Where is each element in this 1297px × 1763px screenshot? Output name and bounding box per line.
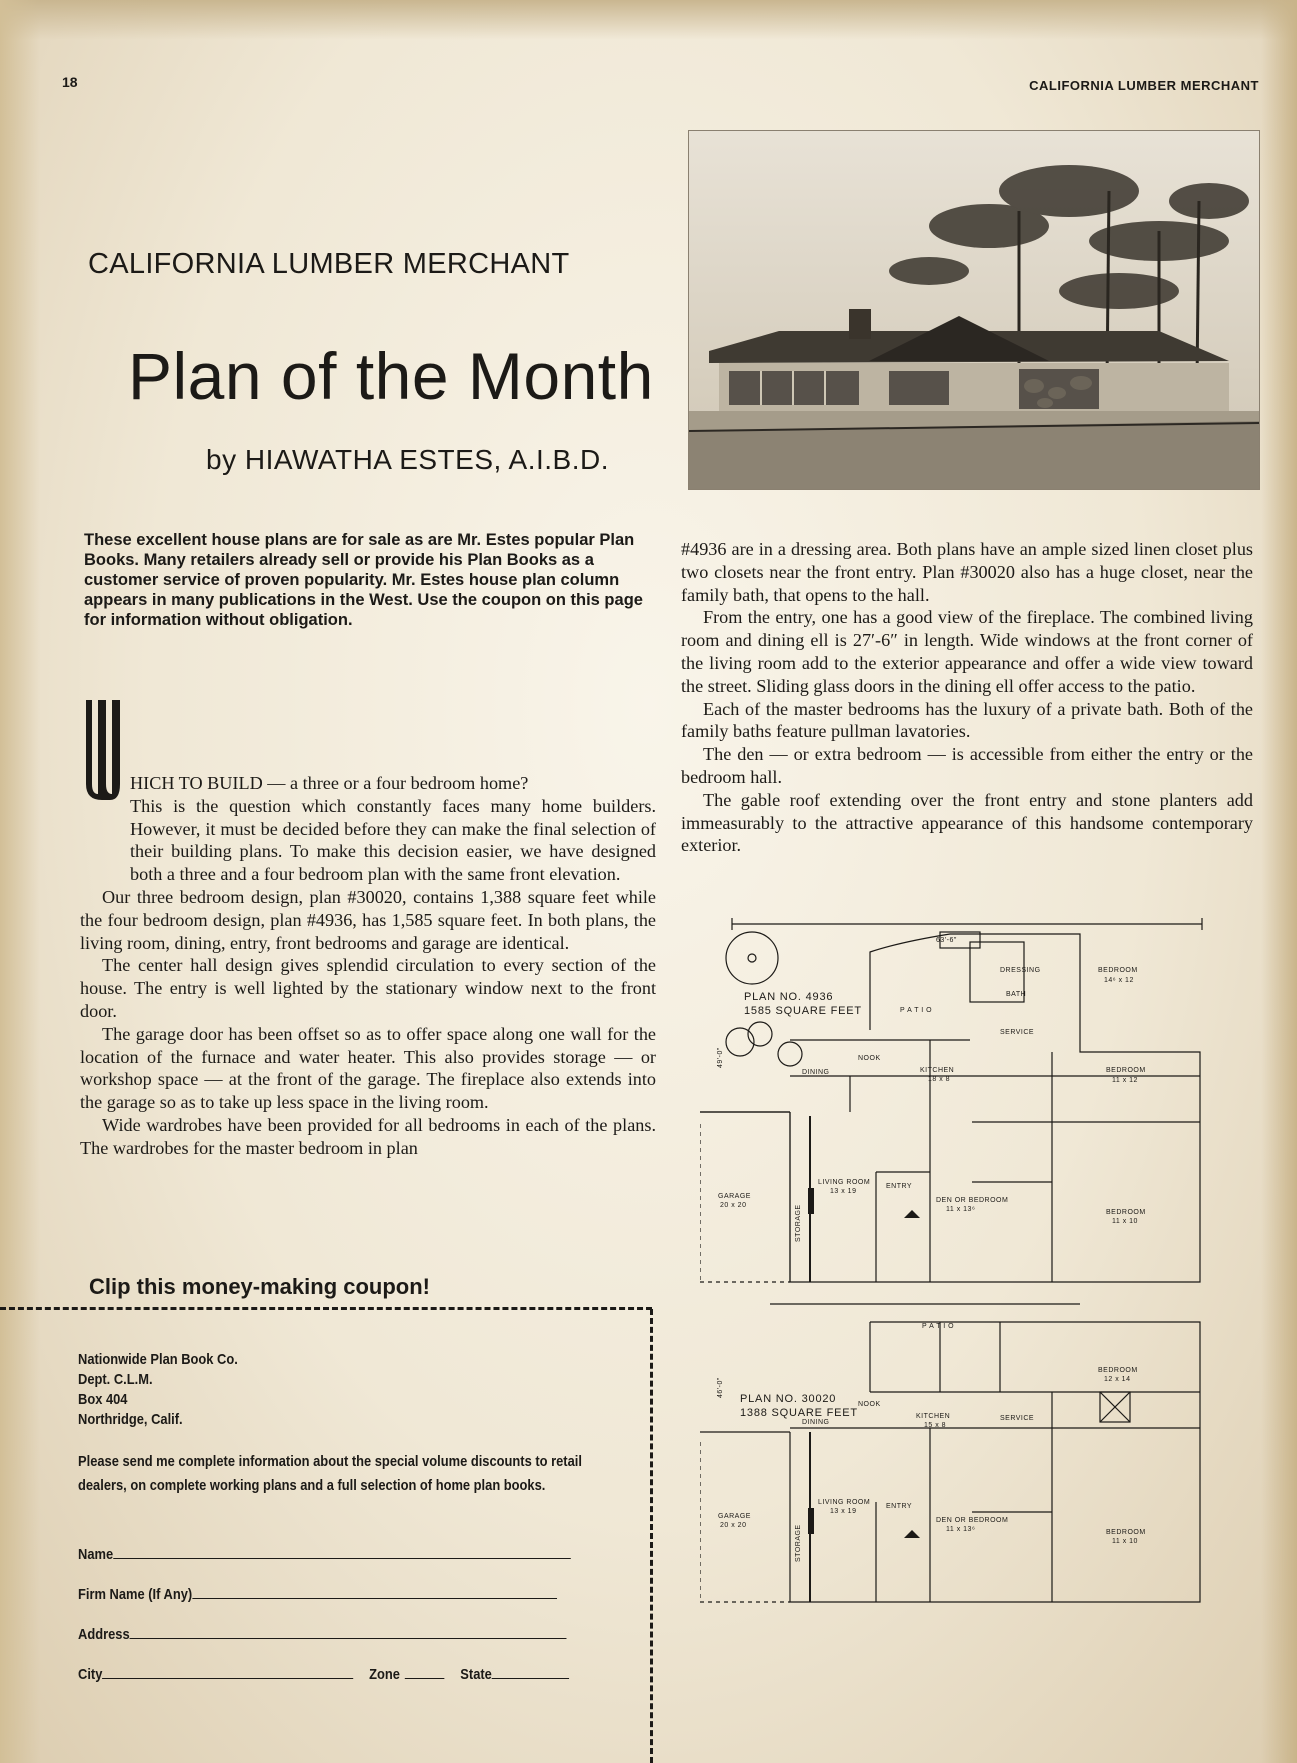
lead-line [80,772,656,795]
firm-name-line[interactable] [192,1597,557,1599]
room-bedroom: BEDROOM [1098,967,1138,974]
room-garage: GARAGE [718,1513,751,1520]
firm-name-label: Firm Name (If Any) [78,1586,193,1603]
room-size: 11 x 12 [1112,1077,1138,1084]
room-size: 13 x 19 [830,1508,857,1515]
article-paragraph: This is the question which constantly faces many home builders. However, it must be decided before they can make the final selection of their building plans. To make this decision easier, we have designed both a three and a four bedroom plan with the same front elevation. [130,795,656,885]
running-head: CALIFORNIA LUMBER MERCHANT [1029,78,1259,93]
room-size: 15 x 8 [924,1422,947,1429]
page-edge-shadow [1261,0,1297,1763]
room-den: DEN OR BEDROOM [936,1197,1009,1204]
room-dressing: DRESSING [1000,967,1041,974]
room-bedroom: BEDROOM [1106,1529,1146,1536]
room-patio: P A T I O [922,1323,955,1330]
room-storage: STORAGE [795,1204,802,1242]
article-paragraph: The gable roof extending over the front entry and stone planters add immeasurably to the attractive appearance of this handsome contemporary exterior. [681,789,1253,856]
zone-line[interactable] [405,1677,445,1679]
room-size: 20 x 20 [720,1202,747,1209]
floor-plan-drawing [700,912,1260,1672]
article-paragraph: #4936 are in a dressing area. Both plans have an ample sized linen closet plus two closets near the front entry. Plan #30020 also has a huge closet, near the family bath, that opens to the hall. [681,539,1253,605]
coupon-message: Please send me complete information about the special volume discounts to retail dealers, on complete working plans and a full selection of home plan books. [78,1453,582,1494]
article-paragraph: The den — or extra bedroom — is accessible from either the entry or the bedroom hall. [681,744,1253,787]
address-field[interactable] [78,1626,567,1643]
room-storage: STORAGE [795,1524,802,1562]
room-nook: NOOK [858,1055,881,1062]
page-edge-shadow [0,0,40,1763]
room-den: DEN OR BEDROOM [936,1517,1009,1524]
page-edge-shadow [0,0,1297,40]
byline: by HIAWATHA ESTES, A.I.B.D. [206,444,609,475]
address-line: Dept. C.L.M. [78,1371,153,1388]
address-line-input[interactable] [130,1637,567,1639]
room-garage: GARAGE [718,1193,751,1200]
dimension-width: 63'-6" [936,937,957,944]
state-line[interactable] [492,1677,569,1679]
room-dining: DINING [802,1419,830,1426]
zone-label: Zone [369,1666,400,1683]
plan-4936-sqft: 1585 SQUARE FEET [744,1005,862,1017]
dimension-depth: 49'-0" [717,1047,724,1068]
plan-4936-number: PLAN NO. 4936 [744,991,834,1003]
room-dining: DINING [802,1069,830,1076]
room-size: 12 x 14 [1104,1376,1131,1383]
page-number: 18 [62,74,78,90]
article-paragraph: The garage door has been offset so as to offer space along one wall for the location of the furnace and water heater. This also provides storage — or workshop space — at the front of the garage. The fireplace also extends into the garage so as to take up less space in the living room. [80,1023,656,1113]
city-zone-state-field[interactable] [78,1666,569,1683]
room-size: 20 x 20 [720,1522,747,1529]
coupon-cut-line [650,1309,653,1763]
state-label: State [460,1666,492,1683]
lead-text: HICH TO BUILD — a three or a four bedroom home? [130,773,529,793]
room-service: SERVICE [1000,1029,1035,1036]
address-label: Address [78,1626,130,1643]
name-label: Name [78,1546,114,1563]
room-size: 11 x 10 [1112,1538,1138,1545]
room-living: LIVING ROOM [818,1499,871,1506]
city-line[interactable] [102,1677,353,1679]
room-size: 11 x 13⁶ [946,1206,976,1213]
dropcap-text [84,700,85,701]
coupon-form [78,1350,582,1683]
article-paragraph: From the entry, one has a good view of the fireplace. The combined living room and dining ell is 27′-6″ in length. Wide windows at the front corner of the living room add to the exterior appearance and offer a wide view toward the street. Sliding glass doors in the dining ell offer access to the patio. [681,607,1253,696]
room-bedroom: BEDROOM [1098,1367,1138,1374]
room-size: 13 x 19 [830,1188,857,1195]
coupon-cut-line [0,1307,652,1310]
headline: Plan of the Month [128,339,654,413]
room-entry: ENTRY [886,1183,913,1190]
article-paragraph: Our three bedroom design, plan #30020, contains 1,388 square feet while the four bedroom design, plan #4936, has 1,585 square feet. In both plans, the living room, dining, entry, front bedrooms and garage are identical. [80,886,656,953]
article-paragraph: The center hall design gives splendid circulation to every section of the house. The entry is well lighted by the stationary window next to the front door. [80,955,656,1021]
article-paragraph: Wide wardrobes have been provided for all bedrooms in each of the plans. The wardrobes for the master bedroom in plan [80,1114,656,1158]
house-rendering-image [688,130,1260,490]
room-size: 14⁶ x 12 [1104,977,1134,984]
dimension-depth: 46'-0" [717,1377,724,1398]
room-kitchen: KITCHEN [920,1067,955,1074]
article-column-1 [80,773,656,1160]
room-bedroom: BEDROOM [1106,1209,1146,1216]
masthead: CALIFORNIA LUMBER MERCHANT [88,248,570,280]
room-bedroom: BEDROOM [1106,1067,1146,1074]
name-field[interactable] [78,1546,571,1563]
address-line: Box 404 [78,1391,128,1408]
plan-30020-number: PLAN NO. 30020 [740,1393,837,1405]
room-size: 18 x 8 [928,1076,951,1083]
room-size: 11 x 10 [1112,1218,1138,1225]
room-nook: NOOK [858,1401,881,1408]
coupon-title: Clip this money-making coupon! [89,1274,431,1299]
room-living: LIVING ROOM [818,1179,871,1186]
room-entry: ENTRY [886,1503,913,1510]
article-column-2 [681,538,1253,857]
address-line: Nationwide Plan Book Co. [78,1351,238,1368]
address-line: Northridge, Calif. [78,1411,183,1428]
article-paragraph: Each of the master bedrooms has the luxury of a private bath. Both of the family baths feature pullman lavatories. [681,698,1253,742]
house-rendering-drawing [689,131,1259,489]
room-kitchen: KITCHEN [916,1413,951,1420]
city-label: City [78,1666,103,1683]
firm-name-field[interactable] [78,1586,557,1603]
room-size: 11 x 13⁶ [946,1526,976,1533]
room-bath: BATH [1006,991,1027,998]
room-service: SERVICE [1000,1415,1035,1422]
name-line[interactable] [113,1557,571,1559]
intro-paragraph: These excellent house plans are for sale as are Mr. Estes popular Plan Books. Many retailers already sell or provide his Plan Books as a customer service of proven popularity. Mr. Estes house plan column appears in many publications in the West. Use the coupon on this page for information without obligation. [84,531,643,629]
floor-plans [700,912,1260,1672]
plan-30020-sqft: 1388 SQUARE FEET [740,1407,858,1419]
coupon-address [78,1350,551,1430]
room-patio: P A T I O [900,1007,933,1014]
